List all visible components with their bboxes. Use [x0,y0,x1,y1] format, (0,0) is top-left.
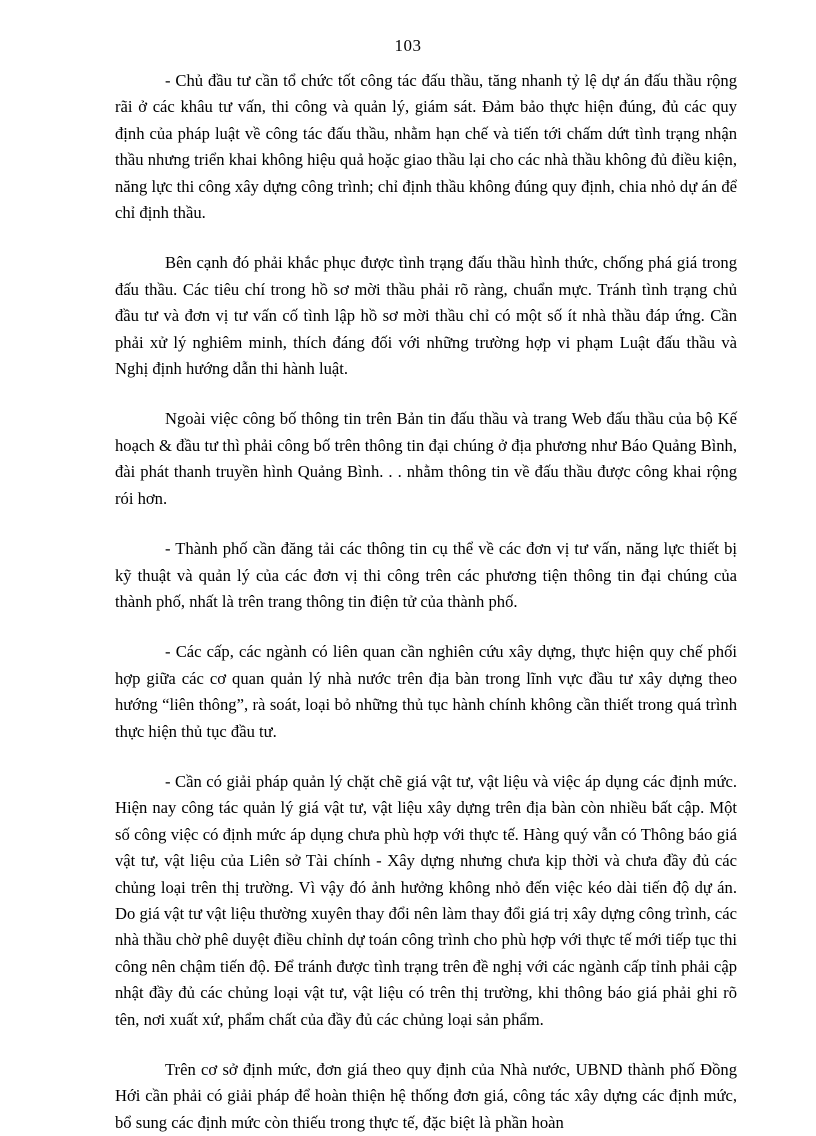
paragraph-unit-price-system: Trên cơ sở định mức, đơn giá theo quy định của Nhà nước, UBND thành phố Đồng Hới cần phải có giải pháp để hoàn thiện hệ thống đơn giá, công tác xây dựng các định mức, bổ sung các định mức còn thiếu trong thực tế, đặc biệt là phần hoàn [115,1060,737,1132]
paragraph-price-management: - Cần có giải pháp quản lý chặt chẽ giá vật tư, vật liệu và việc áp dụng các định mức. Hiện nay công tác quản lý giá vật tư, vật liệu xây dựng trên địa bàn còn nhiều bất cập. Một số công việc có định mức áp dụng chưa phù hợp với thực tế. Hàng quý vẫn có Thông báo giá vật tư, vật liệu của Liên sở Tài chính - Xây dựng nhưng chưa kịp thời và chưa đầy đủ các chủng loại trên thị trường. Vì vậy đó ảnh hưởng không nhỏ đến việc kéo dài tiến độ dự án. Do giá vật tư vật liệu thường xuyên thay đổi nên làm thay đổi giá trị xây dựng công trình, các nhà thầu chờ phê duyệt điều chỉnh dự toán công trình cho phù hợp với thực tế mới tiếp tục thi công nên chậm tiến độ. Để tránh được tình trạng trên đề nghị với các ngành cấp tỉnh phải cập nhật đầy đủ các chủng loại vật tư, vật liệu có trên thị trường, khi thông báo giá phải ghi rõ tên, nơi xuất xứ, phẩm chất của đầy đủ các chủng loại sản phẩm. [115,771,737,1029]
paragraph-coordination-regulation: - Các cấp, các ngành có liên quan cần nghiên cứu xây dựng, thực hiện quy chế phối hợp giữa các cơ quan quản lý nhà nước trên địa bàn trong lĩnh vực đầu tư xây dựng theo hướng “liên thông”, rà soát, loại bỏ những thủ tục hành chính không cần thiết trong quá trình thực hiện thủ tục đầu tư. [115,642,737,741]
page-number: 103 [394,36,422,55]
paragraph-formal-bidding: Bên cạnh đó phải khắc phục được tình trạng đấu thầu hình thức, chống phá giá trong đấu thầu. Các tiêu chí trong hồ sơ mời thầu phải rõ ràng, chuẩn mực. Tránh tình trạng chủ đầu tư và đơn vị tư vấn cố tình lập hồ sơ mời thầu chỉ có một số ít nhà thầu đáp ứng. Cần phải xử lý nghiêm minh, thích đáng đối với những trường hợp vi phạm Luật đấu thầu và Nghị định hướng dẫn thi hành luật. [115,253,737,379]
paragraph-city-publication: - Thành phố cần đăng tải các thông tin cụ thể về các đơn vị tư vấn, năng lực thiết bị kỹ thuật và quản lý của các đơn vị thi công trên các phương tiện thông tin đại chúng của thành phố, nhất là trên trang thông tin điện tử của thành phố. [115,539,737,611]
paragraph-bidding-organization: - Chủ đầu tư cần tổ chức tốt công tác đấu thầu, tăng nhanh tỷ lệ dự án đấu thầu rộng rãi ở các khâu tư vấn, thi công và quản lý, giám sát. Đảm bảo thực hiện đúng, đủ các quy định của pháp luật về công tác đấu thầu, nhằm hạn chế và tiến tới chấm dứt tình trạng nhận thầu nhưng triển khai không hiệu quả hoặc giao thầu lại cho các nhà thầu không đủ điều kiện, năng lực thi công xây dựng công trình; chỉ định thầu không đúng quy định, chia nhỏ dự án để chỉ định thầu. [115,71,737,223]
body-text [115,68,737,1136]
paragraph-information-disclosure: Ngoài việc công bố thông tin trên Bản tin đấu thầu và trang Web đấu thầu của bộ Kế hoạch & đầu tư thì phải công bố trên thông tin đại chúng ở địa phương như Báo Quảng Bình, đài phát thanh truyền hình Quảng Bình. . . nhằm thông tin về đấu thầu được công khai rộng rói hơn. [115,409,737,508]
